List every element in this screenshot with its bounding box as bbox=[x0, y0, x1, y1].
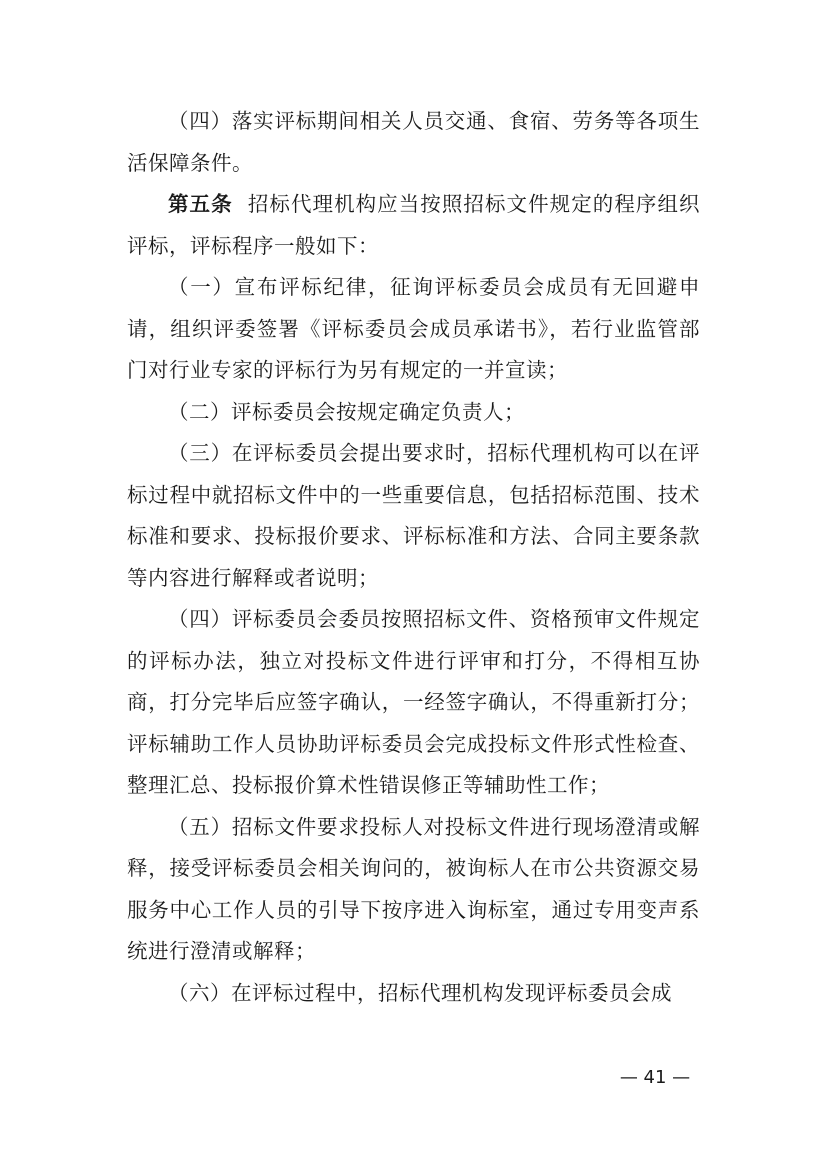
paragraph-7 bbox=[127, 807, 700, 973]
paragraph-3-text: （一）宣布评标纪律，征询评标委员会成员有无回避申请，组织评委签署《评标委员会成员承诺书》，若行业监管部门对行业专家的评标行为另有规定的一并宣读； bbox=[127, 275, 700, 382]
paragraph-4-text: （二）评标委员会按规定确定负责人； bbox=[168, 399, 525, 424]
paragraph-7-text: （五）招标文件要求投标人对投标文件进行现场澄清或解释，接受评标委员会相关询问的，被询标人在市公共资源交易服务中心工作人员的引导下按序进入询标室，通过专用变声系统进行澄清或解释； bbox=[127, 814, 700, 963]
paragraph-6 bbox=[127, 599, 700, 807]
paragraph-3 bbox=[127, 267, 700, 392]
paragraph-2-text: 招标代理机构应当按照招标文件规定的程序组织评标，评标程序一般如下： bbox=[127, 192, 700, 258]
body-text bbox=[127, 101, 700, 1014]
paragraph-5 bbox=[127, 433, 700, 599]
paragraph-1-text: （四）落实评标期间相关人员交通、食宿、劳务等各项生活保障条件。 bbox=[127, 109, 700, 175]
paragraph-1 bbox=[127, 101, 700, 184]
paragraph-2 bbox=[127, 184, 700, 267]
paragraph-8 bbox=[127, 973, 700, 1015]
page-number: — 41 — bbox=[619, 1067, 691, 1088]
paragraph-4 bbox=[127, 392, 700, 434]
paragraph-6-text: （四）评标委员会委员按照招标文件、资格预审文件规定的评标办法，独立对投标文件进行评审和打分，不得相互协商，打分完毕后应签字确认，一经签字确认，不得重新打分；评标辅助工作人员协助评标委员会完成投标文件形式性检查、整理汇总、投标报价算术性错误修正等辅助性工作； bbox=[127, 607, 700, 797]
article-five-heading: 第五条 bbox=[168, 192, 233, 216]
paragraph-5-text: （三）在评标委员会提出要求时，招标代理机构可以在评标过程中就招标文件中的一些重要信息，包括招标范围、技术标准和要求、投标报价要求、评标标准和方法、合同主要条款等内容进行解释或者说明； bbox=[127, 441, 700, 590]
paragraph-8-text: （六）在评标过程中，招标代理机构发现评标委员会成 bbox=[168, 980, 672, 1005]
